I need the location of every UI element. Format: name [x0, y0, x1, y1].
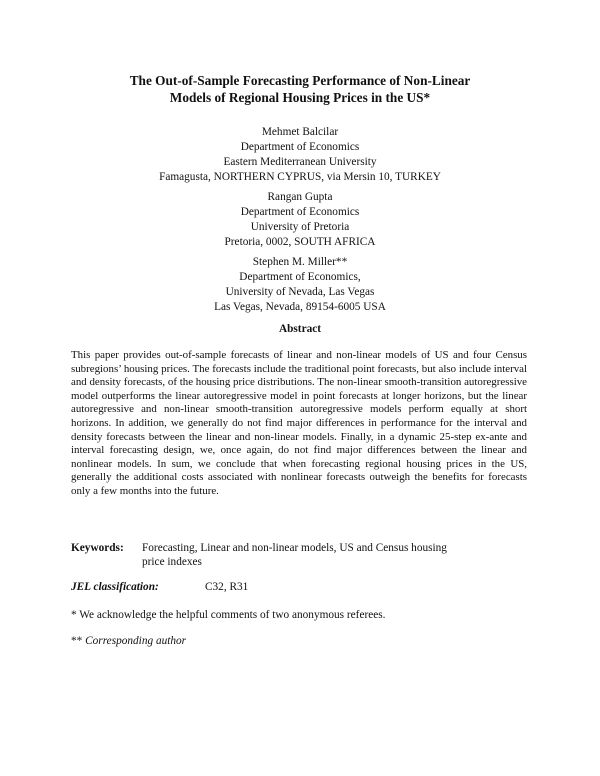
author-name: Rangan Gupta — [267, 191, 333, 203]
keywords-text: Forecasting, Linear and non-linear models, US and Census housing price indexes — [142, 542, 447, 568]
jel-codes: C32, R31 — [205, 581, 249, 593]
title-line-1: The Out-of-Sample Forecasting Performance of Non-Linear — [129, 73, 471, 88]
author-department: Department of Economics — [240, 206, 360, 218]
author-department: Department of Economics, — [239, 271, 361, 283]
jel-label: JEL classification: — [71, 581, 159, 593]
abstract-text: This paper provides out-of-sample forecasts of linear and non-linear models of US and four Census subregions’ housing prices. The forecasts include the traditional point forecasts, but also include interval and density forecasts, of the housing price distributions. The non-linear smooth-transition autoregressive model outperforms the linear autoregressive model in point forecasts at longer horizons, but the linear autoregressive and non-linear smooth-transition autoregressive models perform equally at short horizons. In addition, we generally do not find major differences in performance for the interval and density forecasts between the linear and non-linear models. Finally, in a dynamic 25-step ex-ante and interval forecasting design, we, once again, do not find major differences between the linear and nonlinear models. In sum, we conclude that when forecasting regional housing prices in the US, generally the additional costs associated with nonlinear forecasts outweigh the benefits for forecasts only a few months into the future. — [71, 349, 527, 497]
author-institution: University of Nevada, Las Vegas — [225, 286, 375, 298]
author-name: Stephen M. Miller** — [252, 256, 348, 268]
corresponding-marker: ** — [71, 635, 83, 647]
author-block-2 — [0, 190, 600, 250]
author-name: Mehmet Balcilar — [261, 126, 339, 138]
author-address: Pretoria, 0002, SOUTH AFRICA — [224, 236, 376, 248]
author-institution: Eastern Mediterranean University — [223, 156, 377, 168]
corresponding-author-footnote — [71, 634, 186, 648]
author-block-1 — [0, 125, 600, 185]
corresponding-text: Corresponding author — [85, 635, 187, 647]
author-address: Famagusta, NORTHERN CYPRUS, via Mersin 10, TURKEY — [159, 171, 441, 183]
paper-title — [0, 72, 600, 106]
title-line-2: Models of Regional Housing Prices in the US* — [169, 90, 431, 105]
author-department: Department of Economics — [240, 141, 360, 153]
keywords-label: Keywords: — [71, 542, 124, 554]
author-institution: University of Pretoria — [250, 221, 350, 233]
author-block-3 — [0, 255, 600, 315]
abstract-heading: Abstract — [278, 323, 322, 335]
author-address: Las Vegas, Nevada, 89154-6005 USA — [214, 301, 386, 313]
acknowledgement-footnote: * We acknowledge the helpful comments of two anonymous referees. — [71, 609, 386, 621]
